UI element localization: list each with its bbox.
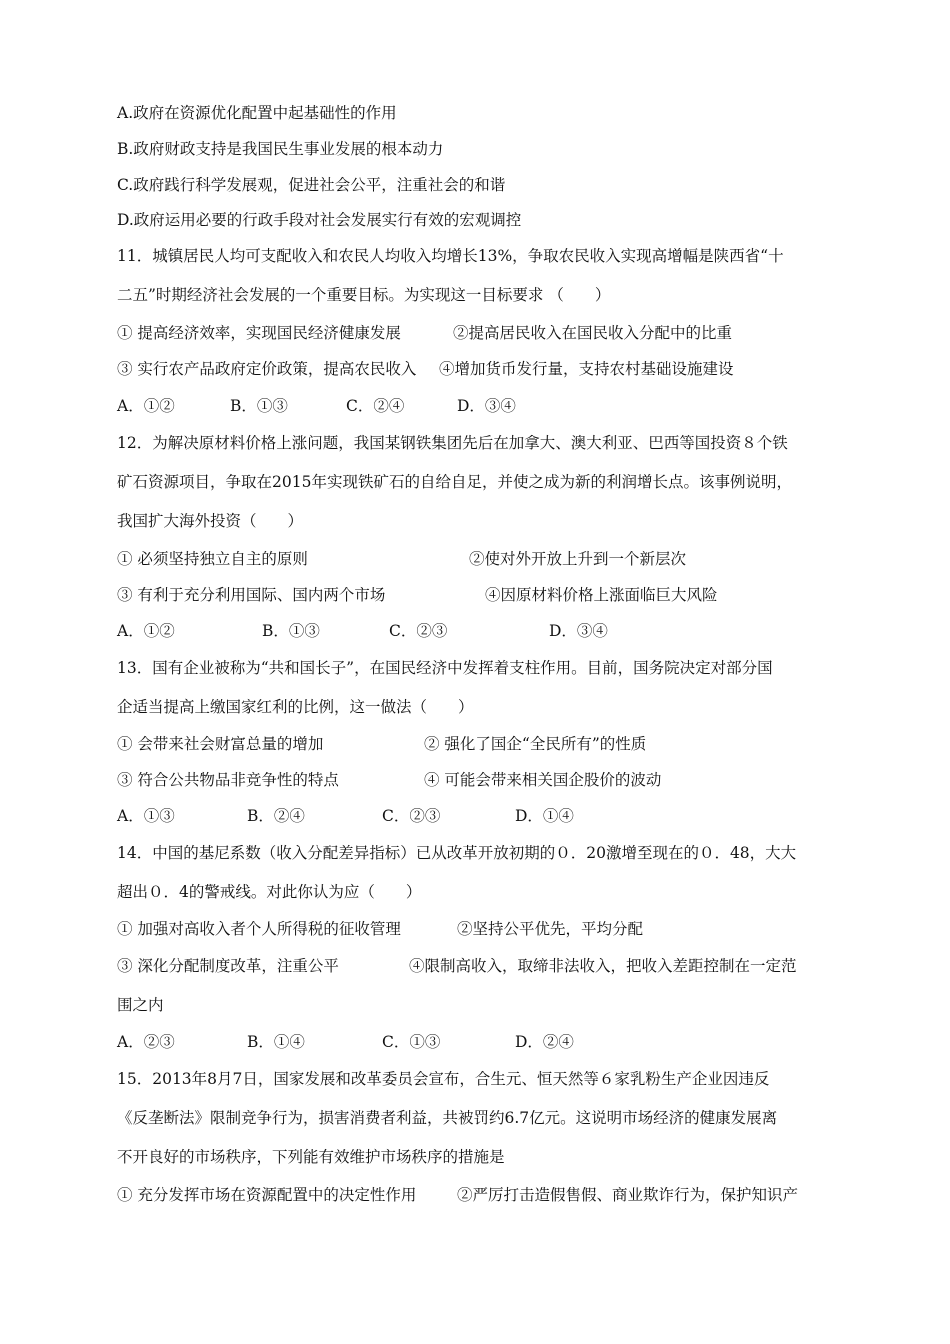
q12-choices [117,621,608,641]
q13-item-3: ③ 符合公共物品非竞争性的特点 [117,771,339,789]
q15-item-1: ① 充分发挥市场在资源配置中的决定性作用 [117,1186,417,1204]
q13-stem-line2: 企适当提高上缴国家红利的比例，这一做法（ ） [117,698,474,716]
q13-item-2: ② 强化了国企“全民所有”的性质 [424,735,647,753]
q13-choice-b: B．②④ [247,807,305,825]
q11-item-1: ① 提高经济效率，实现国民经济健康发展 [117,324,401,342]
q12-choice-d: D．③④ [549,622,608,640]
q10-option-a: A.政府在资源优化配置中起基础性的作用 [117,104,397,122]
q14-items-row1 [117,919,643,939]
q14-item-2: ②坚持公平优先，平均分配 [457,920,644,938]
q14-item-4: ④限制高收入，取缔非法收入，把收入差距控制在一定范 [409,957,797,975]
q15-stem-line1: 15．2013年8月7日，国家发展和改革委员会宣布，合生元、恒天然等６家乳粉生产企业因违反 [117,1070,770,1088]
q11-choice-b: B．①③ [230,397,288,415]
q11-choices [117,396,516,416]
q14-choices [117,1032,574,1052]
q11-stem-line1: 11．城镇居民人均可支配收入和农民人均收入均增长13%，争取农民收入实现高增幅是陕西省“十 [117,247,784,265]
q13-stem-line1: 13．国有企业被称为“共和国长子”，在国民经济中发挥着支柱作用。目前，国务院决定对部分国 [117,659,773,677]
q11-choice-d: D．③④ [457,397,516,415]
q11-items-row1 [117,323,732,343]
q14-item-3: ③ 深化分配制度改革，注重公平 [117,957,339,975]
q10-option-b: B.政府财政支持是我国民生事业发展的根本动力 [117,140,444,158]
q12-choice-b: B．①③ [262,622,320,640]
q12-choice-a: A．①② [117,622,175,640]
q13-choice-d: D．①④ [515,807,574,825]
q11-item-3: ③ 实行农产品政府定价政策，提高农民收入 [117,360,417,378]
q15-item-2: ②严厉打击造假售假、商业欺诈行为，保护知识产 [457,1186,799,1204]
q14-choice-b: B．①④ [247,1033,305,1051]
q11-items-row2 [117,359,734,379]
q11-choice-c: C．②④ [346,397,405,415]
q12-item-2: ②使对外开放上升到一个新层次 [469,550,687,568]
q14-items-row2 [117,956,797,976]
q14-item-4-continued: 围之内 [117,996,164,1014]
q13-item-1: ① 会带来社会财富总量的增加 [117,735,324,753]
q11-item-2: ②提高居民收入在国民收入分配中的比重 [453,324,733,342]
q12-items-row2 [117,585,718,605]
q11-item-4: ④增加货币发行量，支持农村基础设施建设 [439,360,734,378]
q12-item-1: ① 必须坚持独立自主的原则 [117,550,308,568]
q12-choice-c: C．②③ [389,622,448,640]
q12-item-4: ④因原材料价格上涨面临巨大风险 [485,586,718,604]
q10-option-c: C.政府践行科学发展观，促进社会公平，注重社会的和谐 [117,176,506,194]
q10-option-d: D.政府运用必要的行政手段对社会发展实行有效的宏观调控 [117,211,522,229]
q12-stem-line1: 12．为解决原材料价格上涨问题，我国某钢铁集团先后在加拿大、澳大利亚、巴西等国投资８个铁 [117,434,788,452]
q12-items-row1 [117,549,686,569]
q13-choice-a: A．①③ [117,807,175,825]
q14-stem-line1: 14．中国的基尼系数（收入分配差异指标）已从改革开放初期的０．20激增至现在的０．48，大大 [117,844,797,862]
q13-items-row2 [117,770,661,790]
q14-choice-c: C．①③ [382,1033,441,1051]
q12-stem-line3: 我国扩大海外投资（ ） [117,512,304,530]
q15-stem-line3: 不开良好的市场秩序，下列能有效维护市场秩序的措施是 [117,1148,505,1166]
q15-stem-line2: 《反垄断法》限制竞争行为，损害消费者利益，共被罚约6.7亿元。这说明市场经济的健康发展离 [117,1109,778,1127]
q13-choice-c: C．②③ [382,807,441,825]
q14-choice-a: A．②③ [117,1033,175,1051]
q13-item-4: ④ 可能会带来相关国企股价的波动 [424,771,662,789]
q11-choice-a: A．①② [117,397,175,415]
q11-stem-line2: 二五”时期经济社会发展的一个重要目标。为实现这一目标要求 （ ） [117,286,611,304]
q12-item-3: ③ 有利于充分利用国际、国内两个市场 [117,586,386,604]
q14-choice-d: D．②④ [515,1033,574,1051]
q15-items-row1 [117,1185,798,1205]
q13-choices [117,806,574,826]
q14-item-1: ① 加强对高收入者个人所得税的征收管理 [117,920,401,938]
q13-items-row1 [117,734,646,754]
q14-stem-line2: 超出０．4的警戒线。对此你认为应（ ） [117,883,422,901]
q12-stem-line2: 矿石资源项目，争取在2015年实现铁矿石的自给自足，并使之成为新的利润增长点。该事例说明， [117,473,792,491]
